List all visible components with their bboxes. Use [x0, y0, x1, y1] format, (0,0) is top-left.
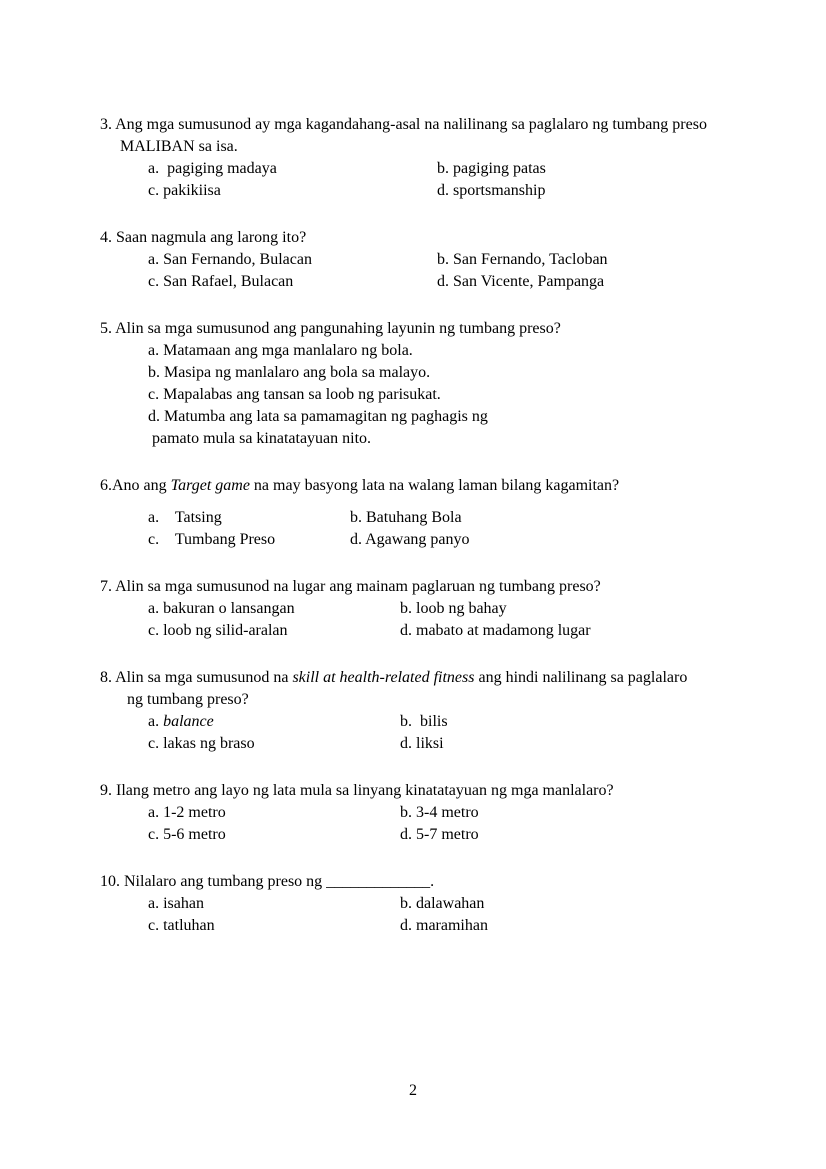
question-4	[100, 227, 770, 293]
question-5	[100, 318, 770, 450]
option-d	[400, 733, 770, 755]
text: a. Tatsing	[148, 509, 222, 526]
text: c. Mapalabas ang tansan sa loob ng parisukat.	[148, 386, 441, 403]
option-d	[437, 180, 770, 202]
option-b	[400, 802, 770, 824]
text: c. loob ng silid-aralan	[148, 622, 288, 639]
text: 3. Ang mga sumusunod ay mga kagandahang-asal na nalilinang sa paglalaro ng tumbang preso	[100, 116, 707, 133]
text: b. dalawahan	[400, 895, 485, 912]
text: a. San Fernando, Bulacan	[148, 251, 312, 268]
option-b	[400, 711, 770, 733]
option-c	[148, 915, 400, 937]
text: d. Matumba ang lata sa pamamagitan ng paghagis ng	[148, 408, 488, 425]
option-continuation	[100, 428, 770, 450]
text: d. San Vicente, Pampanga	[437, 273, 605, 290]
text: c. tatluhan	[148, 917, 215, 934]
text: b. bilis	[400, 713, 448, 730]
option-c	[148, 620, 400, 642]
question-text-line	[100, 871, 770, 893]
page-number: 2	[409, 1082, 417, 1099]
text: b. San Fernando, Tacloban	[437, 251, 608, 268]
option-d	[437, 271, 770, 293]
option-c	[148, 180, 437, 202]
text: a. isahan	[148, 895, 204, 912]
text: d. sportsmanship	[437, 182, 546, 199]
question-text-line	[100, 227, 770, 249]
option-a	[148, 158, 437, 180]
question-text-line	[100, 667, 770, 689]
option-d	[400, 620, 770, 642]
text: 8. Alin sa mga sumusunod na	[100, 669, 293, 686]
option-b	[400, 598, 770, 620]
option-a	[148, 598, 400, 620]
questions-container	[100, 114, 770, 937]
option-c	[148, 529, 350, 551]
option-d	[350, 529, 770, 551]
text: d. Agawang panyo	[350, 531, 470, 548]
text: a. pagiging madaya	[148, 160, 277, 177]
option-a	[148, 802, 400, 824]
question-3	[100, 114, 770, 202]
text: c. pakikiisa	[148, 182, 221, 199]
options-grid	[100, 711, 770, 755]
option-c	[100, 384, 770, 406]
option-d	[100, 406, 770, 428]
option-b	[437, 249, 770, 271]
question-7	[100, 576, 770, 642]
option-b	[350, 507, 770, 529]
option-c	[148, 733, 400, 755]
text: MALIBAN sa isa.	[120, 138, 238, 155]
option-a	[148, 507, 350, 529]
text: c. 5-6 metro	[148, 826, 226, 843]
option-a	[148, 711, 400, 733]
question-text-line	[100, 114, 770, 136]
italic-text: skill at health-related fitness	[292, 669, 475, 686]
question-9	[100, 780, 770, 846]
text: d. maramihan	[400, 917, 488, 934]
option-a	[100, 340, 770, 362]
text: pamato mula sa kinatatayuan nito.	[152, 430, 372, 447]
text: b. Masipa ng manlalaro ang bola sa malayo.	[148, 364, 431, 381]
text: d. mabato at madamong lugar	[400, 622, 591, 639]
options-grid	[100, 249, 770, 293]
question-text-line	[100, 136, 770, 158]
question-10	[100, 871, 770, 937]
text: 4. Saan nagmula ang larong ito?	[100, 229, 307, 246]
options-grid	[100, 158, 770, 202]
option-c	[148, 824, 400, 846]
options-grid	[100, 598, 770, 642]
question-text-line	[100, 576, 770, 598]
question-6	[100, 475, 770, 551]
text: a. bakuran o lansangan	[148, 600, 295, 617]
text: b. loob ng bahay	[400, 600, 507, 617]
text: 9. Ilang metro ang layo ng lata mula sa linyang kinatatayuan ng mga manlalaro?	[100, 782, 614, 799]
option-a	[148, 249, 437, 271]
text: a.	[148, 713, 164, 730]
text: 10. Nilalaro ang tumbang preso ng _____________.	[100, 873, 435, 890]
option-d	[400, 915, 770, 937]
text: 5. Alin sa mga sumusunod ang pangunahing layunin ng tumbang preso?	[100, 320, 561, 337]
text: b. pagiging patas	[437, 160, 546, 177]
question-text-line	[100, 689, 770, 711]
text: a. Matamaan ang mga manlalaro ng bola.	[148, 342, 413, 359]
text: ng tumbang preso?	[127, 691, 249, 708]
text: d. liksi	[400, 735, 444, 752]
option-b	[400, 893, 770, 915]
text: na may basyong lata na walang laman bilang kagamitan?	[249, 477, 620, 494]
text: 6.Ano ang	[100, 477, 171, 494]
text: b. Batuhang Bola	[350, 509, 462, 526]
italic-text: Target game	[170, 477, 250, 494]
option-b	[437, 158, 770, 180]
text: d. 5-7 metro	[400, 826, 479, 843]
options-grid	[100, 893, 770, 937]
option-c	[148, 271, 437, 293]
options-grid	[100, 802, 770, 846]
text: ang hindi nalilinang sa paglalaro	[474, 669, 688, 686]
italic-text: balance	[163, 713, 214, 730]
text: b. 3-4 metro	[400, 804, 479, 821]
text: c. San Rafael, Bulacan	[148, 273, 294, 290]
question-text-line	[100, 780, 770, 802]
option-a	[148, 893, 400, 915]
option-b	[100, 362, 770, 384]
options-grid	[100, 507, 770, 551]
text: c. Tumbang Preso	[148, 531, 276, 548]
text: c. lakas ng braso	[148, 735, 255, 752]
option-d	[400, 824, 770, 846]
question-text-line	[100, 475, 770, 497]
text: a. 1-2 metro	[148, 804, 226, 821]
question-8	[100, 667, 770, 755]
text: 7. Alin sa mga sumusunod na lugar ang mainam paglaruan ng tumbang preso?	[100, 578, 601, 595]
question-text-line	[100, 318, 770, 340]
